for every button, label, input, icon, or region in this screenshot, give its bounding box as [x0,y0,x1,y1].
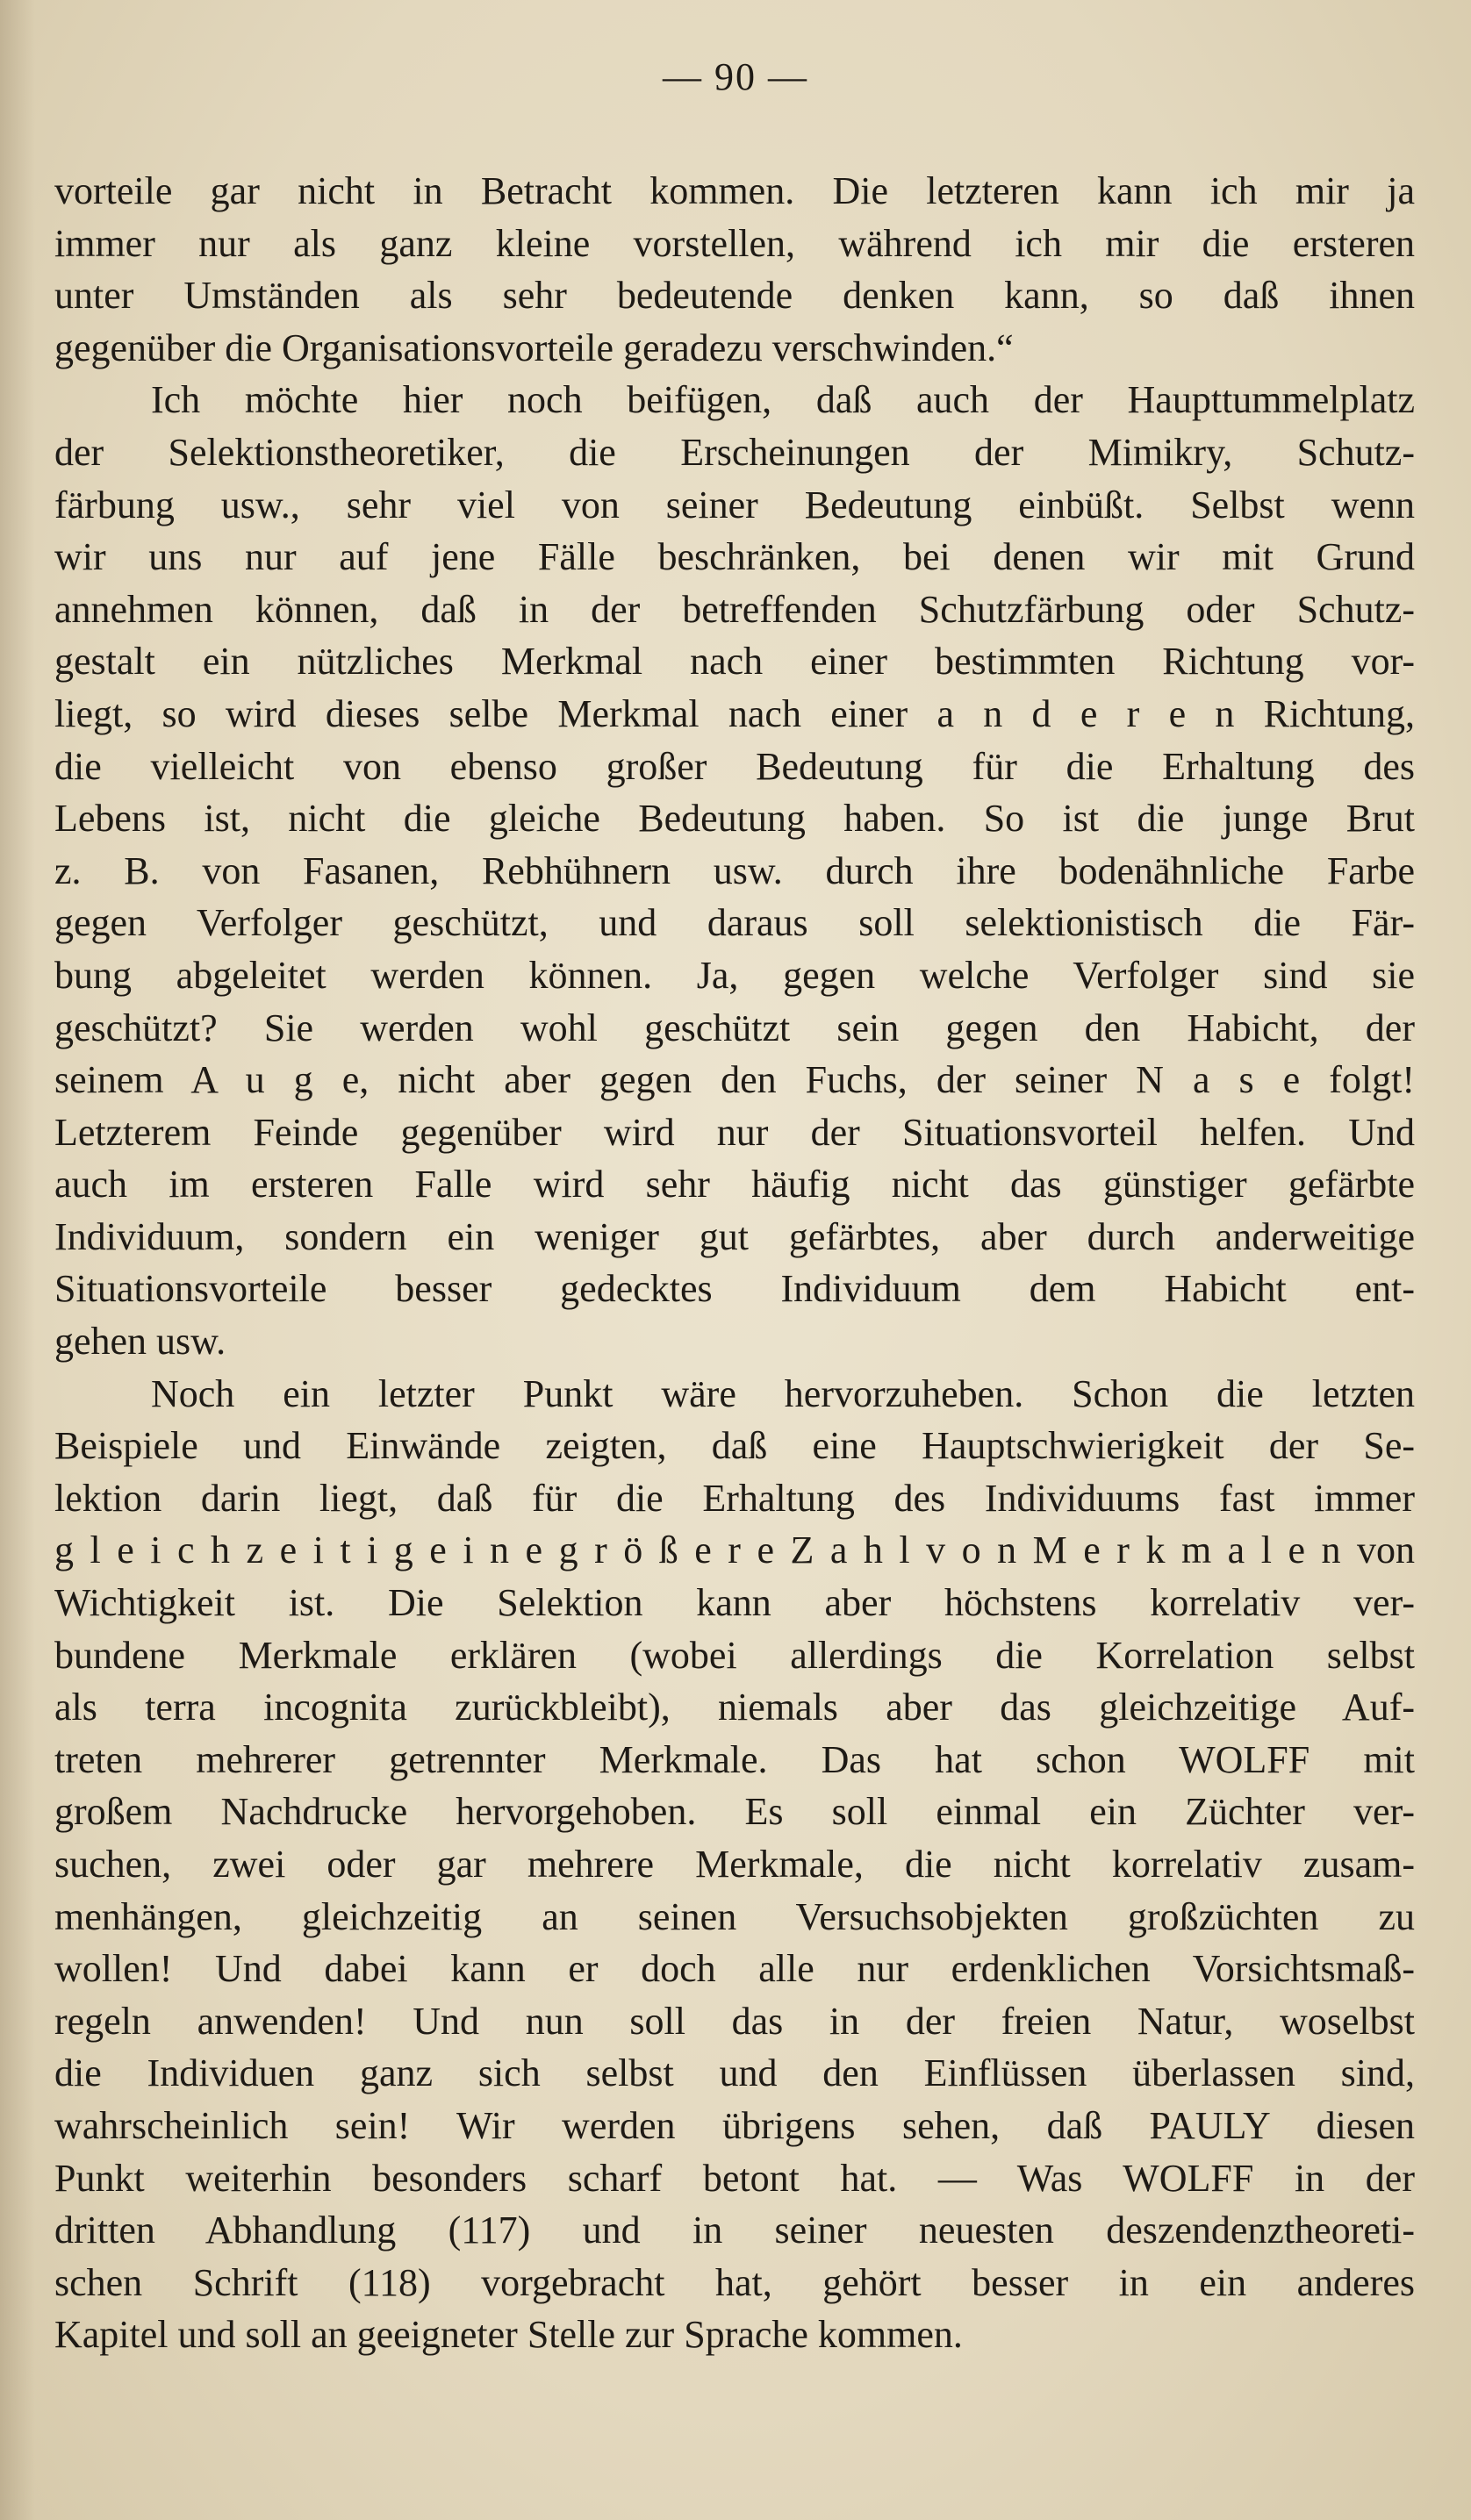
text-line: großem Nachdrucke hervorgehoben. Es soll einmal ein Züchter ver- [54,1790,1415,1834]
text-line: Kapitel und soll an geeigneter Stelle zur Sprache kommen. [54,2313,963,2357]
text-line: gestalt ein nützliches Merkmal nach einer bestimmten Richtung vor- [54,640,1415,684]
text-line: unter Umständen als sehr bedeutende denken kann, so daß ihnen [54,274,1415,318]
text-line: menhängen, gleichzeitig an seinen Versuchsobjekten großzüchten zu [54,1894,1415,1938]
text-line: liegt, so wird dieses selbe Merkmal nach einer a n d e r e n Richtung, [54,691,1415,735]
text-line: suchen, zwei oder gar mehrere Merkmale, die nicht korrelativ zusam- [54,1843,1415,1886]
text-line: immer nur als ganz kleine vorstellen, während ich mir die ersteren [54,221,1415,265]
text-line: auch im ersteren Falle wird sehr häufig nicht das günstiger gefärbte [54,1163,1415,1206]
text-line: Beispiele und Einwände zeigten, daß eine Hauptschwierigkeit der Se- [54,1424,1415,1468]
text-line: seinem A u g e, nicht aber gegen den Fuchs, der seiner N a s e folgt! [54,1058,1415,1102]
text-line: z. B. von Fasanen, Rebhühnern usw. durch ihre bodenähnliche Farbe [54,848,1415,892]
text-line: vorteile gar nicht in Betracht kommen. Die letzteren kann ich mir ja [54,169,1415,212]
text-line: bung abgeleitet werden können. Ja, gegen welche Verfolger sind sie [54,953,1415,997]
text-line: Situationsvorteile besser gedecktes Individuum dem Habicht ent- [54,1267,1415,1311]
text-line: bundene Merkmale erklären (wobei allerdings die Korrelation selbst [54,1633,1415,1677]
text-line: wollen! Und dabei kann er doch alle nur erdenklichen Vorsichtsmaß- [54,1947,1415,1991]
text-line: wahrscheinlich sein! Wir werden übrigens sehen, daß PAULY diesen [54,2103,1415,2147]
text-line: Wichtigkeit ist. Die Selektion kann aber höchstens korrelativ ver- [54,1581,1415,1625]
text-line: regeln anwenden! Und nun soll das in der freien Natur, woselbst [54,1999,1415,2043]
text-line: annehmen können, daß in der betreffenden Schutzfärbung oder Schutz- [54,587,1415,631]
page-number: — 90 — [663,55,808,98]
text-line: geschützt? Sie werden wohl geschützt sein gegen den Habicht, der [54,1006,1415,1049]
text-line: dritten Abhandlung (117) und in seiner neuesten deszendenztheoreti- [54,2209,1415,2252]
text-line: als terra incognita zurückbleibt), niemals aber das gleichzeitige Auf- [54,1686,1415,1729]
text-line: Lebens ist, nicht die gleiche Bedeutung haben. So ist die junge Brut [54,797,1415,841]
body-text [54,165,1415,2361]
text-line: treten mehrerer getrennter Merkmale. Das hat schon WOLFF mit [54,1737,1415,1781]
page-edge-shadow [0,0,35,2520]
text-line: gegen Verfolger geschützt, und daraus soll selektionistisch die Fär- [54,901,1415,945]
text-line: g l e i c h z e i t i g e i n e g r ö ß e r e Z a h l v o n M e r k m a l e n von [54,1528,1415,1572]
text-line: gegenüber die Organisationsvorteile geradezu verschwinden.“ [54,326,1014,369]
text-line: der Selektionstheoretiker, die Erscheinungen der Mimikry, Schutz- [54,430,1415,474]
text-line: Punkt weiterhin besonders scharf betont hat. — Was WOLFF in der [54,2156,1415,2200]
text-line: wir uns nur auf jene Fälle beschränken, bei denen wir mit Grund [54,535,1415,579]
text-line: schen Schrift (118) vorgebracht hat, gehört besser in ein anderes [54,2260,1415,2304]
text-line: Ich möchte hier noch beifügen, daß auch der Haupttummelplatz [151,378,1415,422]
text-line: Letzterem Feinde gegenüber wird nur der Situationsvorteil helfen. Und [54,1110,1415,1154]
text-line: die Individuen ganz sich selbst und den Einflüssen überlassen sind, [54,2051,1415,2095]
text-line: lektion darin liegt, daß für die Erhaltung des Individuums fast immer [54,1476,1415,1520]
text-line: Individuum, sondern ein weniger gut gefärbtes, aber durch anderweitige [54,1214,1415,1258]
text-line: färbung usw., sehr viel von seiner Bedeutung einbüßt. Selbst wenn [54,483,1415,526]
text-line: gehen usw. [54,1320,226,1364]
text-line: die vielleicht von ebenso großer Bedeutung für die Erhaltung des [54,744,1415,788]
text-line: Noch ein letzter Punkt wäre hervorzuheben. Schon die letzten [151,1371,1415,1415]
